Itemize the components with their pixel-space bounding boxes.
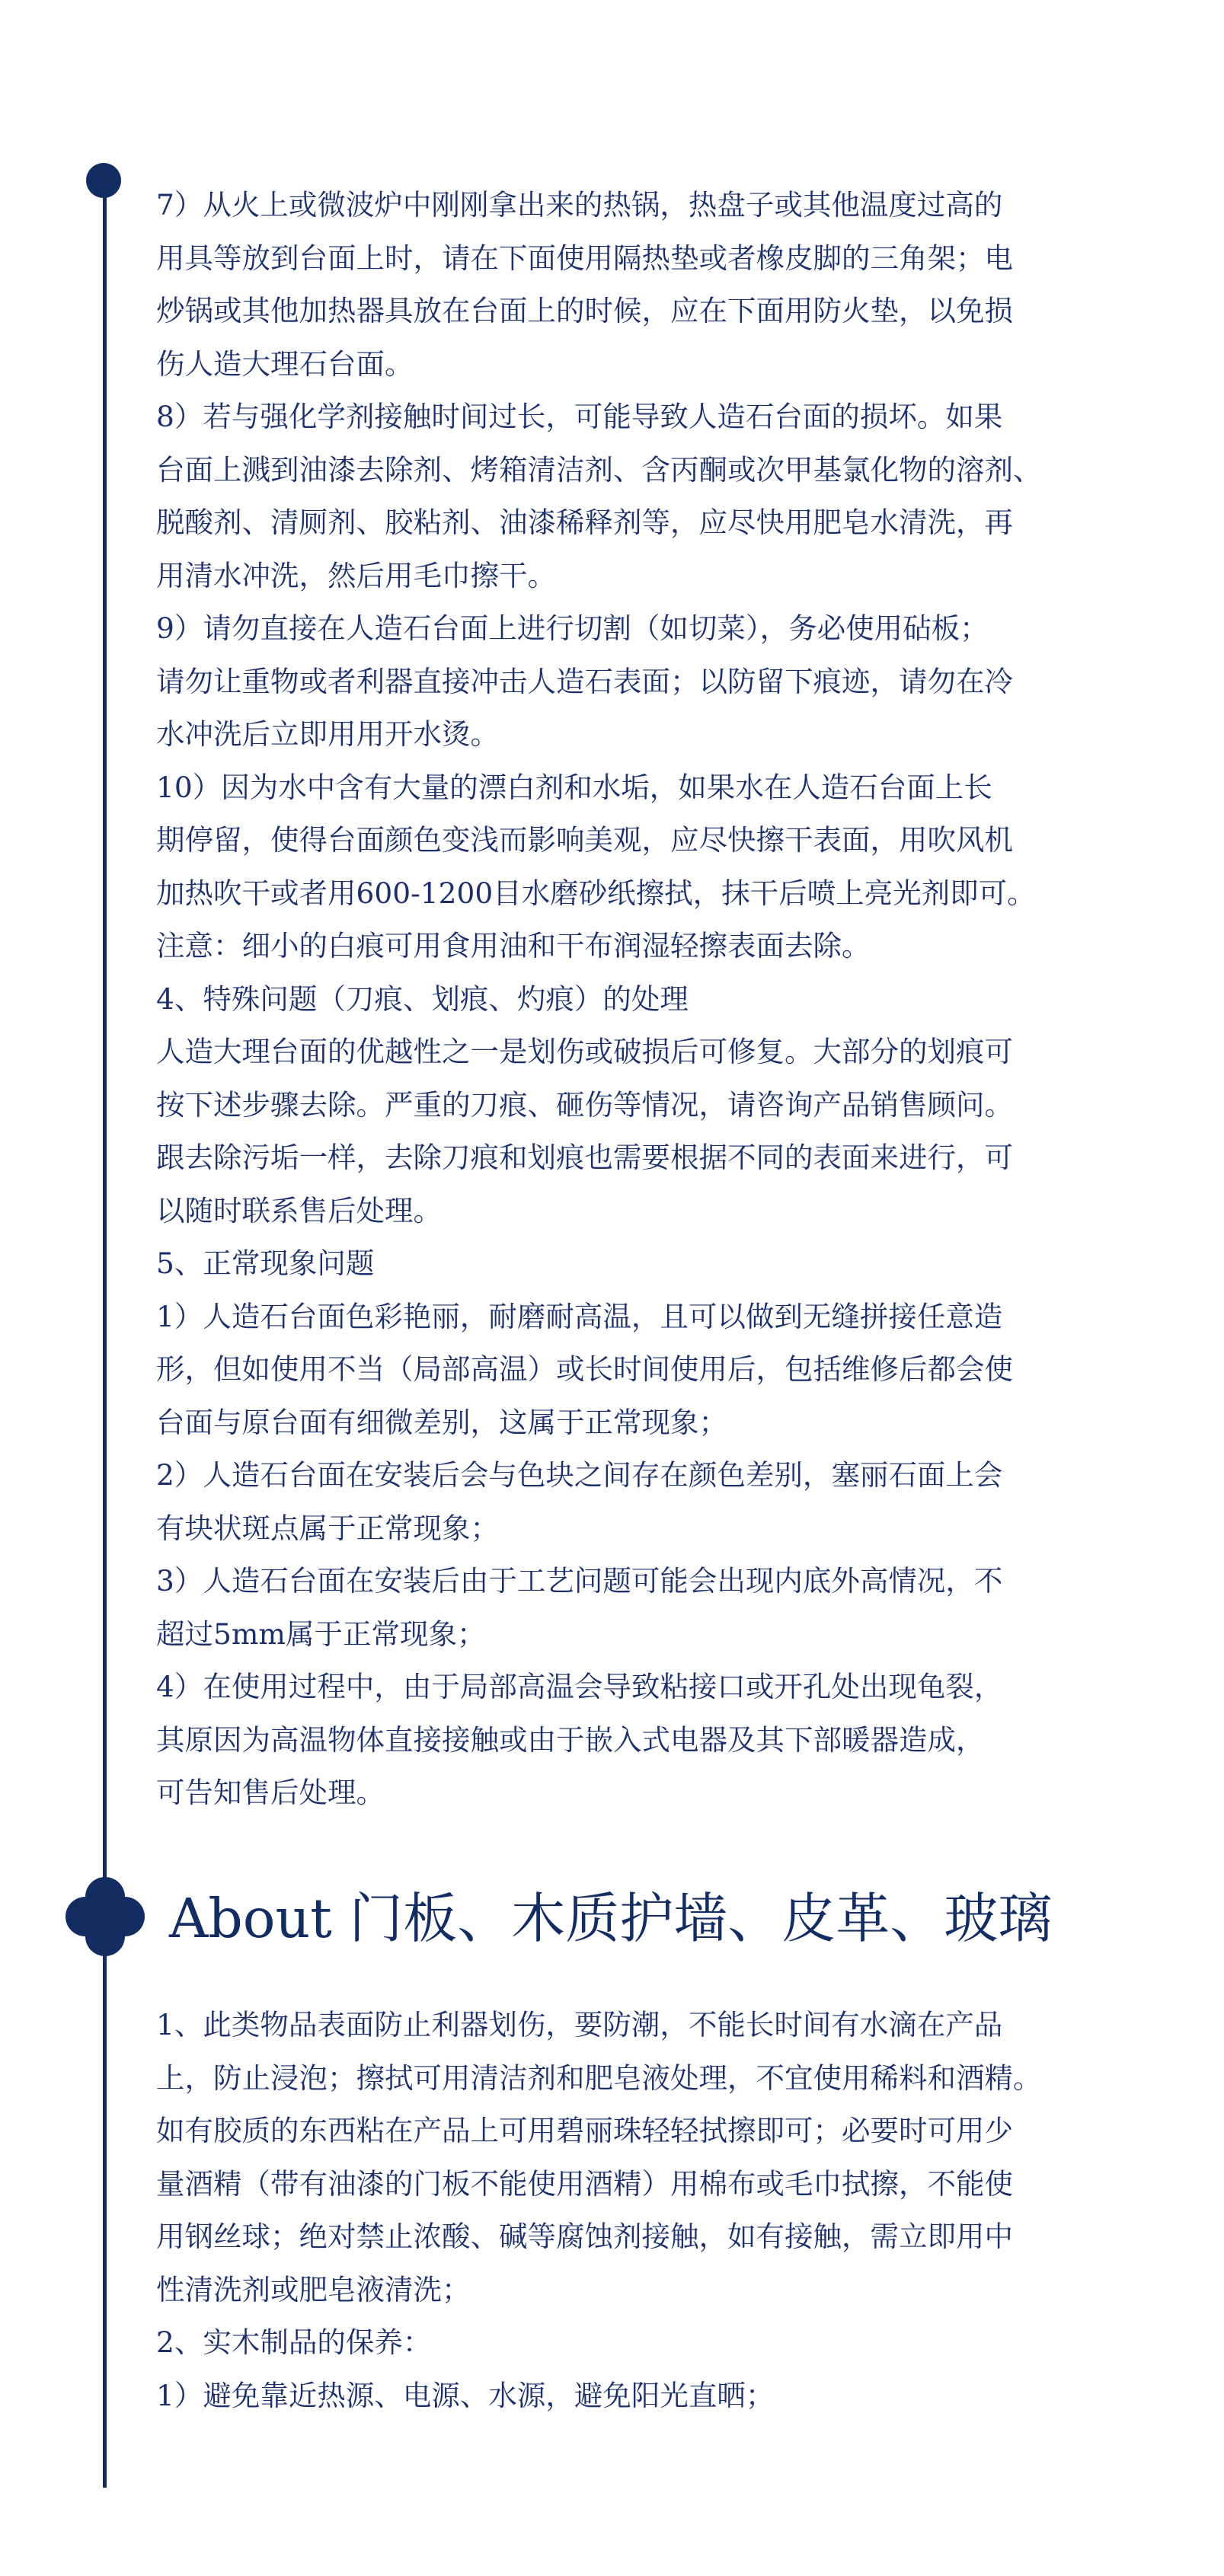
text-line: 2）人造石台面在安装后会与色块之间存在颜色差别，塞丽石面上会 [156, 1458, 1003, 1492]
timeline-line [103, 169, 107, 2488]
text-line: 按下述步骤去除。严重的刀痕、砸伤等情况，请咨询产品销售顾问。 [156, 1087, 1013, 1122]
text-line: 其原因为高温物体直接接触或由于嵌入式电器及其下部暖器造成， [156, 1722, 985, 1757]
text-line: 10）因为水中含有大量的漂白剂和水垢，如果水在人造石台面上长 [156, 770, 992, 804]
text-line: 4）在使用过程中，由于局部高温会导致粘接口或开孔处出现龟裂， [156, 1670, 1003, 1703]
text-line: 1、此类物品表面防止利器划伤，要防潮，不能长时间有水滴在产品 [156, 2008, 1003, 2041]
text-line: 形，但如使用不当（局部高温）或长时间使用后，包括维修后都会使 [156, 1352, 1013, 1386]
care-instructions-block [156, 179, 1154, 1820]
text-line: 有块状斑点属于正常现象； [156, 1511, 499, 1545]
text-line: 期停留，使得台面颜色变浅而影响美观，应尽快擦干表面，用吹风机 [156, 823, 1013, 857]
text-line: 炒锅或其他加热器具放在台面上的时候，应在下面用防火垫，以免损 [156, 294, 1013, 327]
text-line: 超过5mm属于正常现象； [156, 1617, 486, 1651]
text-line: 7）从火上或微波炉中刚刚拿出来的热锅，热盘子或其他温度过高的 [156, 188, 1003, 222]
text-line: 2、实木制品的保养： [156, 2325, 432, 2359]
text-line: 用钢丝球；绝对禁止浓酸、碱等腐蚀剂接触，如有接触，需立即用中 [156, 2220, 1013, 2253]
text-line: 性清洗剂或肥皂液清洗； [156, 2272, 471, 2306]
text-line: 水冲洗后立即用用开水烫。 [156, 717, 499, 751]
text-line: 注意：细小的白痕可用食用油和干布润湿轻擦表面去除。 [156, 929, 871, 962]
text-line: 加热吹干或者用600-1200目水磨砂纸擦拭，抹干后喷上亮光剂即可。 [156, 876, 1036, 910]
text-line: 台面与原台面有细微差别，这属于正常现象； [156, 1405, 727, 1439]
text-line: 1）避免靠近热源、电源、水源，避免阳光直晒； [156, 2378, 775, 2412]
text-line: 可告知售后处理。 [156, 1776, 385, 1809]
timeline-dot [86, 163, 121, 198]
text-line: 以随时联系售后处理。 [156, 1193, 442, 1227]
text-line: 请勿让重物或者利器直接冲击人造石表面；以防留下痕迹，请勿在冷 [156, 664, 1013, 698]
text-line: 台面上溅到油漆去除剂、烤箱清洁剂、含丙酮或次甲基氯化物的溶剂、 [156, 452, 1042, 487]
text-line: 9）请勿直接在人造石台面上进行切割（如切菜），务必使用砧板； [156, 611, 989, 645]
text-line: 伤人造大理石台面。 [156, 346, 414, 381]
text-line: 3）人造石台面在安装后由于工艺问题可能会出现内底外高情况，不 [156, 1564, 1003, 1598]
text-line: 人造大理台面的优越性之一是划伤或破损后可修复。大部分的划痕可 [156, 1035, 1013, 1068]
section-heading-normal-phenomena: 5、正常现象问题 [156, 1247, 375, 1280]
text-line: 用具等放到台面上时，请在下面使用隔热垫或者橡皮脚的三角架；电 [156, 241, 1013, 275]
text-line: 跟去除污垢一样，去除刀痕和划痕也需要根据不同的表面来进行，可 [156, 1141, 1013, 1174]
text-line: 如有胶质的东西粘在产品上可用碧丽珠轻轻拭擦即可；必要时可用少 [156, 2114, 1013, 2147]
text-line: 1）人造石台面色彩艳丽，耐磨耐高温，且可以做到无缝拼接任意造 [156, 1299, 1003, 1333]
text-line: 用清水冲洗，然后用毛巾擦干。 [156, 558, 556, 592]
about-section-heading: About 门板、木质护墙、皮革、玻璃 [169, 1887, 1053, 1950]
text-line: 量酒精（带有油漆的门板不能使用酒精）用棉布或毛巾拭擦，不能使 [156, 2166, 1013, 2201]
text-line: 上，防止浸泡；擦拭可用清洁剂和肥皂液处理，不宜使用稀料和酒精。 [156, 2060, 1042, 2095]
wood-glass-leather-care-block [156, 1999, 1154, 2422]
text-line: 8）若与强化学剂接触时间过长，可能导致人造石台面的损坏。如果 [156, 400, 1003, 433]
text-line: 脱酸剂、清厕剂、胶粘剂、油漆稀释剂等，应尽快用肥皂水清洗，再 [156, 506, 1013, 539]
section-heading-special-issues: 4、特殊问题（刀痕、划痕、灼痕）的处理 [156, 982, 689, 1016]
quatrefoil-icon [66, 1877, 145, 1956]
